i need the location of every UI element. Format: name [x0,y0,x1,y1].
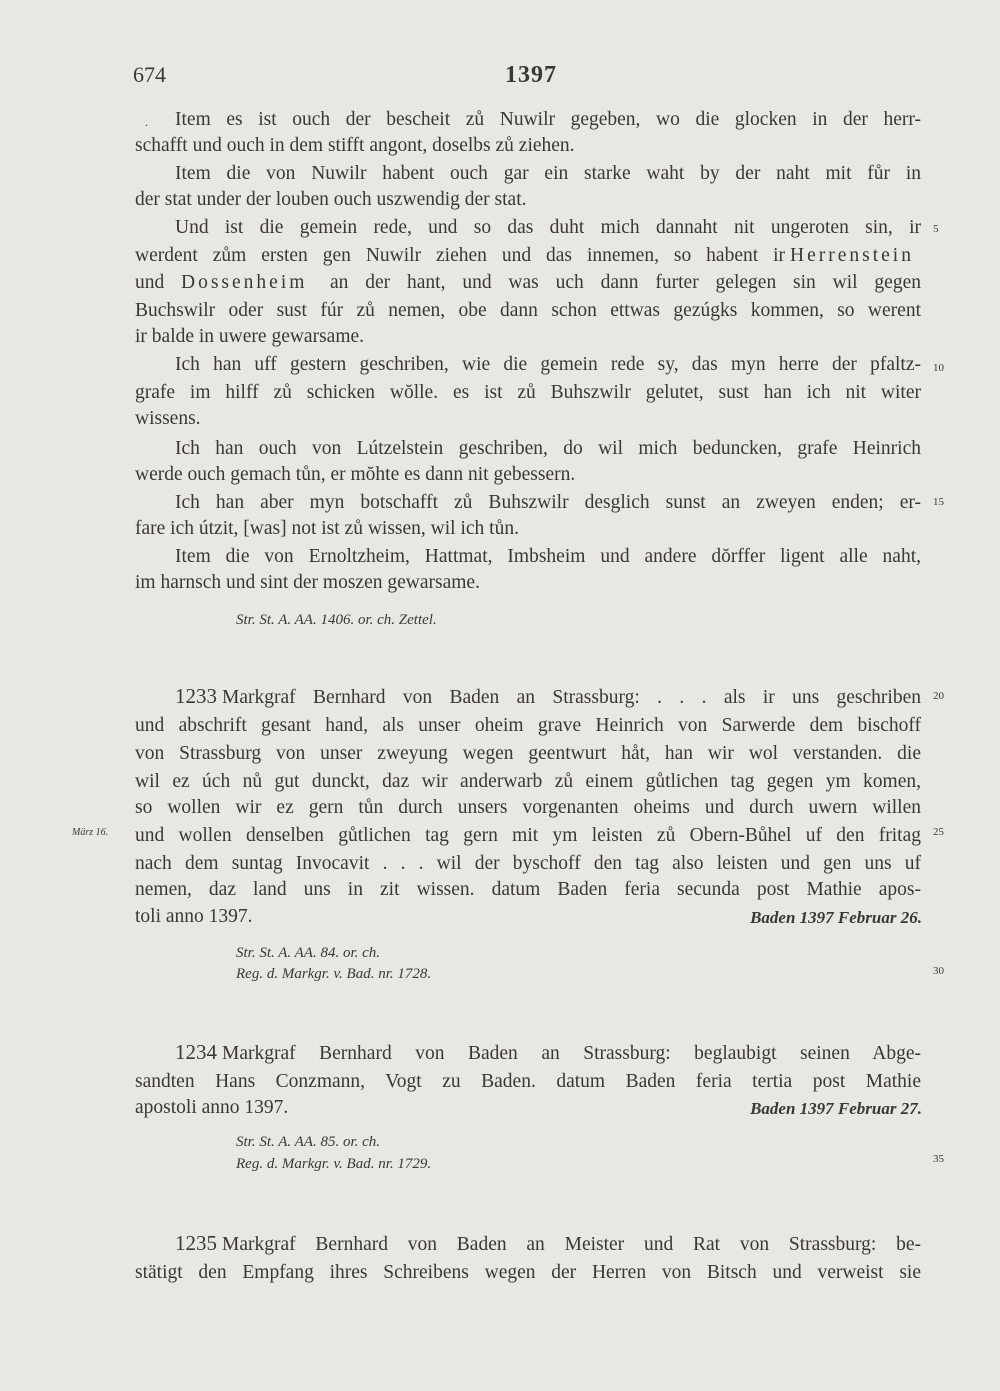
text-line: an der hant, und was uch dann furter gelegen sin wil gegen [330,272,921,293]
text-line: Markgraf Bernhard von Baden an Strassburg: . . . als ir uns geschriben [222,687,921,708]
document-number: 1234 [175,1040,217,1064]
text-line: so wollen wir ez gern tůn durch unsers vorgenanten oheims und durch uwern willen [135,797,921,818]
text-line: toli anno 1397. [135,906,253,927]
text-line: Ich han ouch von Lútzelstein geschriben, do wil mich beduncken, grafe Heinrich [175,438,921,459]
source-note: Str. St. A. AA. 1406. or. ch. Zettel. [236,612,437,628]
margin-date: März 16. [72,827,109,838]
source-note: Reg. d. Markgr. v. Bad. nr. 1728. [236,966,432,982]
text-line: nemen, daz land uns in zit wissen. datum Baden feria secunda post Mathie apos- [135,879,921,900]
text-line: stätigt den Empfang ihres Schreibens wegen der Herren von Bitsch und verweist sie [135,1262,921,1283]
text-line: Markgraf Bernhard von Baden an Strassburg: beglaubigt seinen Abge- [222,1043,921,1064]
text-line: Item es ist ouch der bescheit zů Nuwilr gegeben, wo die glocken in der herr- [175,109,921,130]
text-line: der stat under der louben ouch uszwendig der stat. [135,189,527,210]
text-line: werde ouch gemach tůn, er mŏhte es dann nit gebessern. [135,464,576,485]
text-line: Item die von Ernoltzheim, Hattmat, Imbsheim und andere dŏrffer ligent alle naht, [175,546,921,567]
document-number: 1235 [175,1231,217,1255]
text-line: von Strassburg von unser zweyung wegen geentwurt håt, han wir wol verstanden. die [135,743,921,764]
text-line: Markgraf Bernhard von Baden an Meister und Rat von Strassburg: be- [222,1234,921,1255]
page-number: 674 [133,62,166,87]
text-line: und wollen denselben gůtlichen tag gern mit ym leisten zů Obern-Bůhel uf den fritag [135,825,921,846]
document-number: 1233 [175,684,217,708]
text-line: werdent zům ersten gen Nuwilr ziehen und das innemen, so habent ir [135,245,785,266]
text-line: wissens. [135,408,201,429]
text-line: Item die von Nuwilr habent ouch gar ein starke waht by der naht mit fůr in [175,163,921,184]
text-line: Buchswilr oder sust fúr zů nemen, obe dann schon ettwas gezúgks kommen, so werent [135,300,921,321]
text-line: fare ich útzit, [was] not ist zů wissen, wil ich tůn. [135,518,519,539]
margin-line-number: 15 [933,496,944,508]
text-line: grafe im hilff zů schicken wŏlle. es ist zů Buhszwilr gelutet, sust han ich nit witer [135,382,921,403]
text-line: Und ist die gemein rede, und so das duht mich dannaht nit ungeroten sin, ir [175,217,921,238]
name-dossenheim: Dossenheim [181,272,308,293]
margin-line-number: 20 [933,690,944,702]
text-line: ir balde in uwere gewarsame. [135,326,365,347]
text-line: und abschrift gesant hand, als unser oheim grave Heinrich von Sarwerde dem bischoff [135,715,921,736]
running-year: 1397 [505,62,557,88]
margin-line-number: 10 [933,362,944,374]
text-line: und [135,272,165,293]
text-line: Ich han uff gestern geschriben, wie die gemein rede sy, das myn herre der pfaltz- [175,354,921,375]
text-line: nach dem suntag Invocavit . . . wil der byschoff den tag also leisten und gen uns uf [135,853,921,874]
document-date: Baden 1397 Februar 27. [750,1099,922,1118]
text-line: im harnsch und sint der moszen gewarsame. [135,572,480,593]
text-line: apostoli anno 1397. [135,1097,289,1118]
margin-line-number: 5 [933,223,939,235]
speck-mark: . [145,115,148,129]
text-line: sandten Hans Conzmann, Vogt zu Baden. datum Baden feria tertia post Mathie [135,1071,921,1092]
name-herrenstein: Herrenstein [790,245,914,266]
source-note: Str. St. A. AA. 84. or. ch. [236,945,381,961]
text-line: wil ez úch nů gut dunckt, daz wir anderwarb zů einem gůtlichen tag gegen ym komen, [135,771,921,792]
margin-line-number: 30 [933,965,944,977]
source-note: Reg. d. Markgr. v. Bad. nr. 1729. [236,1156,432,1172]
document-date: Baden 1397 Februar 26. [750,908,922,927]
margin-line-number: 35 [933,1153,944,1165]
margin-line-number: 25 [933,826,944,838]
source-note: Str. St. A. AA. 85. or. ch. [236,1134,381,1150]
text-line: schafft und ouch in dem stifft angont, doselbs zů ziehen. [135,135,575,156]
text-line: Ich han aber myn botschafft zů Buhszwilr desglich sunst an zweyen enden; er- [175,492,921,513]
